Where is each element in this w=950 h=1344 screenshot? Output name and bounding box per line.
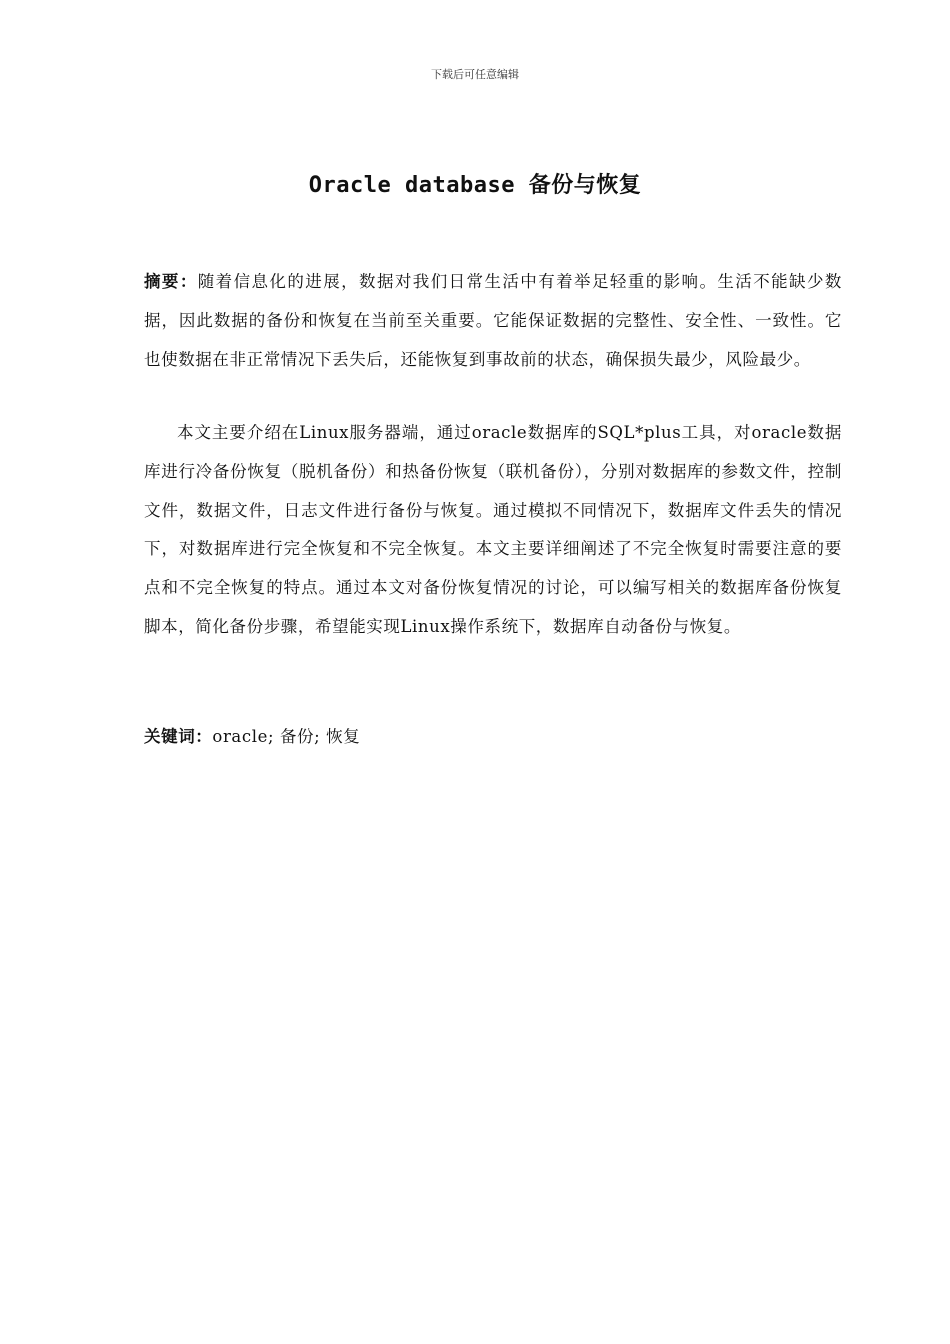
keywords-label: 关键词： (144, 727, 213, 746)
abstract-label: 摘要： (144, 272, 198, 291)
body-paragraph: 本文主要介绍在Linux服务器端，通过oracle数据库的SQL*plus工具，对oracle数据库进行冷备份恢复（脱机备份）和热备份恢复（联机备份），分别对数据库的参数文件，控制文件，数据文件，日志文件进行备份与恢复。通过模拟不同情况下，数据库文件丢失的情况下，对数据库进行完全恢复和不完全恢复。本文主要详细阐述了不完全恢复时需要注意的要点和不完全恢复的特点。通过本文对备份恢复情况的讨论，可以编写相关的数据库备份恢复脚本，简化备份步骤，希望能实现Linux操作系统下，数据库自动备份与恢复。 (144, 423, 842, 636)
abstract-paragraph (144, 263, 842, 379)
abstract-text: 随着信息化的进展，数据对我们日常生活中有着举足轻重的影响。生活不能缺少数据，因此数据的备份和恢复在当前至关重要。它能保证数据的完整性、安全性、一致性。它也使数据在非正常情况下丢失后，还能恢复到事故前的状态，确保损失最少，风险最少。 (144, 272, 842, 369)
document-title: Oracle database 备份与恢复 (308, 173, 642, 198)
keywords-line (144, 718, 842, 757)
page-header-note: 下载后可任意编辑 (431, 68, 519, 81)
keywords-text: oracle; 备份; 恢复 (212, 727, 361, 746)
